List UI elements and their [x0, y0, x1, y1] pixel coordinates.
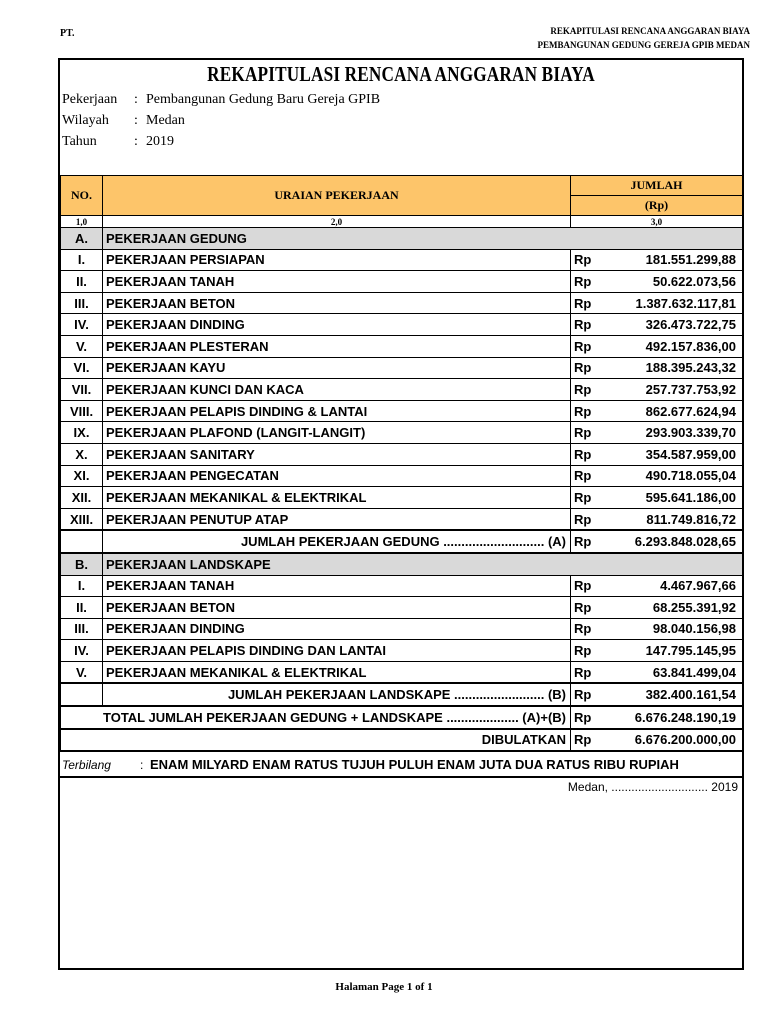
row-currency: Rp	[571, 597, 605, 619]
row-no: X.	[61, 443, 103, 465]
info-sep: :	[134, 134, 138, 149]
total-row-amount: 6.676.248.190,19	[605, 706, 743, 729]
row-name: PEKERJAAN TANAH	[103, 575, 571, 597]
row-name: PEKERJAAN KUNCI DAN KACA	[103, 379, 571, 401]
subtotal-amount: 6.293.848.028,65	[605, 530, 743, 553]
rounded-row-amount: 6.676.200.000,00	[605, 729, 743, 752]
row-name: PEKERJAAN BETON	[103, 597, 571, 619]
row-amount: 293.903.339,70	[605, 422, 743, 444]
info-value: 2019	[146, 134, 174, 149]
row-currency: Rp	[571, 422, 605, 444]
total-row	[61, 706, 743, 729]
running-header-line1: REKAPITULASI RENCANA ANGGARAN BIAYA	[550, 26, 750, 36]
row-currency: Rp	[571, 508, 605, 530]
running-header-line2: PEMBANGUNAN GEDUNG GEREJA GPIB MEDAN	[537, 40, 750, 50]
row-name: PEKERJAAN MEKANIKAL & ELEKTRIKAL	[103, 661, 571, 683]
rounded-row-label: DIBULATKAN	[61, 729, 571, 752]
column-number-row	[61, 216, 743, 228]
row-no: V.	[61, 335, 103, 357]
row-no: III.	[61, 292, 103, 314]
col-number: 1,0	[61, 216, 103, 228]
row-currency: Rp	[571, 465, 605, 487]
rounded-row	[61, 729, 743, 752]
row-name: PEKERJAAN PELAPIS DINDING DAN LANTAI	[103, 640, 571, 662]
info-label: Tahun	[62, 134, 97, 149]
row-name: PEKERJAAN DINDING	[103, 314, 571, 336]
row-name: PEKERJAAN SANITARY	[103, 443, 571, 465]
col-number: 3,0	[571, 216, 743, 228]
table-header-row	[61, 176, 743, 196]
table-row	[61, 292, 743, 314]
row-no: I.	[61, 575, 103, 597]
row-no: XI.	[61, 465, 103, 487]
row-name: PEKERJAAN PERSIAPAN	[103, 249, 571, 271]
row-no: IX.	[61, 422, 103, 444]
row-amount: 490.718.055,04	[605, 465, 743, 487]
row-no: VII.	[61, 379, 103, 401]
row-amount: 68.255.391,92	[605, 597, 743, 619]
table-row	[61, 335, 743, 357]
subtotal-amount: 382.400.161,54	[605, 683, 743, 706]
info-pekerjaan	[62, 92, 380, 108]
row-no: IV.	[61, 640, 103, 662]
section-code: A.	[61, 228, 103, 250]
subtotal-row	[61, 683, 743, 706]
header-uraian: URAIAN PEKERJAAN	[103, 176, 571, 216]
row-no: II.	[61, 271, 103, 293]
row-currency: Rp	[571, 487, 605, 509]
row-name: PEKERJAAN PENGECATAN	[103, 465, 571, 487]
subtotal-row	[61, 530, 743, 553]
row-amount: 354.587.959,00	[605, 443, 743, 465]
row-name: PEKERJAAN PLESTERAN	[103, 335, 571, 357]
section-name: PEKERJAAN GEDUNG	[103, 228, 743, 250]
table-row	[61, 661, 743, 683]
table-row	[61, 357, 743, 379]
row-currency: Rp	[571, 661, 605, 683]
terbilang-text: ENAM MILYARD ENAM RATUS TUJUH PULUH ENAM JUTA DUA RATUS RIBU RUPIAH	[150, 757, 679, 772]
row-no: VI.	[61, 357, 103, 379]
total-row-label: TOTAL JUMLAH PEKERJAAN GEDUNG + LANDSKAPE .................... (A)+(B)	[61, 706, 571, 729]
row-no: XII.	[61, 487, 103, 509]
row-name: PEKERJAAN PLAFOND (LANGIT-LANGIT)	[103, 422, 571, 444]
subtotal-currency: Rp	[571, 683, 605, 706]
row-amount: 595.641.186,00	[605, 487, 743, 509]
subtotal-spacer	[61, 683, 103, 706]
row-name: PEKERJAAN PELAPIS DINDING & LANTAI	[103, 400, 571, 422]
total-row-currency: Rp	[571, 706, 605, 729]
terbilang-label: Terbilang	[62, 758, 111, 772]
row-currency: Rp	[571, 575, 605, 597]
row-currency: Rp	[571, 618, 605, 640]
row-amount: 862.677.624,94	[605, 400, 743, 422]
header-jumlah: JUMLAH	[571, 176, 743, 196]
table-row	[61, 400, 743, 422]
row-currency: Rp	[571, 379, 605, 401]
rab-table	[60, 175, 743, 752]
subtotal-label: JUMLAH PEKERJAAN LANDSKAPE ......................... (B)	[103, 683, 571, 706]
row-amount: 326.473.722,75	[605, 314, 743, 336]
terbilang-sep: :	[140, 758, 144, 772]
document-title: REKAPITULASI RENCANA ANGGARAN BIAYA	[207, 62, 595, 86]
info-sep: :	[134, 113, 138, 128]
row-amount: 811.749.816,72	[605, 508, 743, 530]
table-row	[61, 597, 743, 619]
subtotal-currency: Rp	[571, 530, 605, 553]
section-name: PEKERJAAN LANDSKAPE	[103, 553, 743, 575]
document-frame	[58, 58, 744, 970]
info-value: Pembangunan Gedung Baru Gereja GPIB	[146, 92, 381, 107]
row-amount: 4.467.967,66	[605, 575, 743, 597]
table-row	[61, 487, 743, 509]
table-row	[61, 618, 743, 640]
rounded-row-currency: Rp	[571, 729, 605, 752]
row-currency: Rp	[571, 335, 605, 357]
info-label: Wilayah	[62, 113, 109, 128]
row-amount: 98.040.156,98	[605, 618, 743, 640]
row-no: V.	[61, 661, 103, 683]
row-currency: Rp	[571, 314, 605, 336]
row-amount: 181.551.299,88	[605, 249, 743, 271]
row-currency: Rp	[571, 640, 605, 662]
header-unit: (Rp)	[571, 196, 743, 216]
row-amount: 492.157.836,00	[605, 335, 743, 357]
row-currency: Rp	[571, 443, 605, 465]
table-row	[61, 314, 743, 336]
row-name: PEKERJAAN DINDING	[103, 618, 571, 640]
table-row	[61, 379, 743, 401]
row-no: II.	[61, 597, 103, 619]
row-name: PEKERJAAN TANAH	[103, 271, 571, 293]
running-header	[537, 24, 750, 52]
row-amount: 50.622.073,56	[605, 271, 743, 293]
table-row	[61, 271, 743, 293]
company-label: PT.	[60, 28, 75, 39]
table-row	[61, 575, 743, 597]
row-currency: Rp	[571, 249, 605, 271]
section-row	[61, 228, 743, 250]
row-no: IV.	[61, 314, 103, 336]
header-no: NO.	[61, 176, 103, 216]
info-sep: :	[134, 92, 138, 107]
row-name: PEKERJAAN BETON	[103, 292, 571, 314]
subtotal-spacer	[61, 530, 103, 553]
row-amount: 188.395.243,32	[605, 357, 743, 379]
info-wilayah	[62, 113, 185, 129]
table-row	[61, 249, 743, 271]
row-currency: Rp	[571, 271, 605, 293]
col-number: 2,0	[103, 216, 571, 228]
table-row	[61, 465, 743, 487]
table-row	[61, 640, 743, 662]
row-amount: 257.737.753,92	[605, 379, 743, 401]
row-no: VIII.	[61, 400, 103, 422]
row-name: PEKERJAAN PENUTUP ATAP	[103, 508, 571, 530]
table-row	[61, 422, 743, 444]
row-no: I.	[61, 249, 103, 271]
row-currency: Rp	[571, 400, 605, 422]
row-amount: 63.841.499,04	[605, 661, 743, 683]
row-currency: Rp	[571, 292, 605, 314]
info-value: Medan	[146, 113, 185, 128]
row-amount: 1.387.632.117,81	[605, 292, 743, 314]
info-tahun	[62, 134, 174, 150]
row-no: III.	[61, 618, 103, 640]
row-name: PEKERJAAN MEKANIKAL & ELEKTRIKAL	[103, 487, 571, 509]
info-label: Pekerjaan	[62, 92, 118, 107]
page-footer: Halaman Page 1 of 1	[335, 981, 433, 993]
terbilang-line	[62, 757, 679, 772]
subtotal-label: JUMLAH PEKERJAAN GEDUNG ............................ (A)	[103, 530, 571, 553]
row-amount: 147.795.145,95	[605, 640, 743, 662]
place-date: Medan, ............................. 2019	[567, 780, 738, 794]
row-no: XIII.	[61, 508, 103, 530]
section-row	[61, 553, 743, 575]
row-name: PEKERJAAN KAYU	[103, 357, 571, 379]
table-row	[61, 508, 743, 530]
row-currency: Rp	[571, 357, 605, 379]
section-code: B.	[61, 553, 103, 575]
divider	[60, 776, 742, 778]
table-row	[61, 443, 743, 465]
